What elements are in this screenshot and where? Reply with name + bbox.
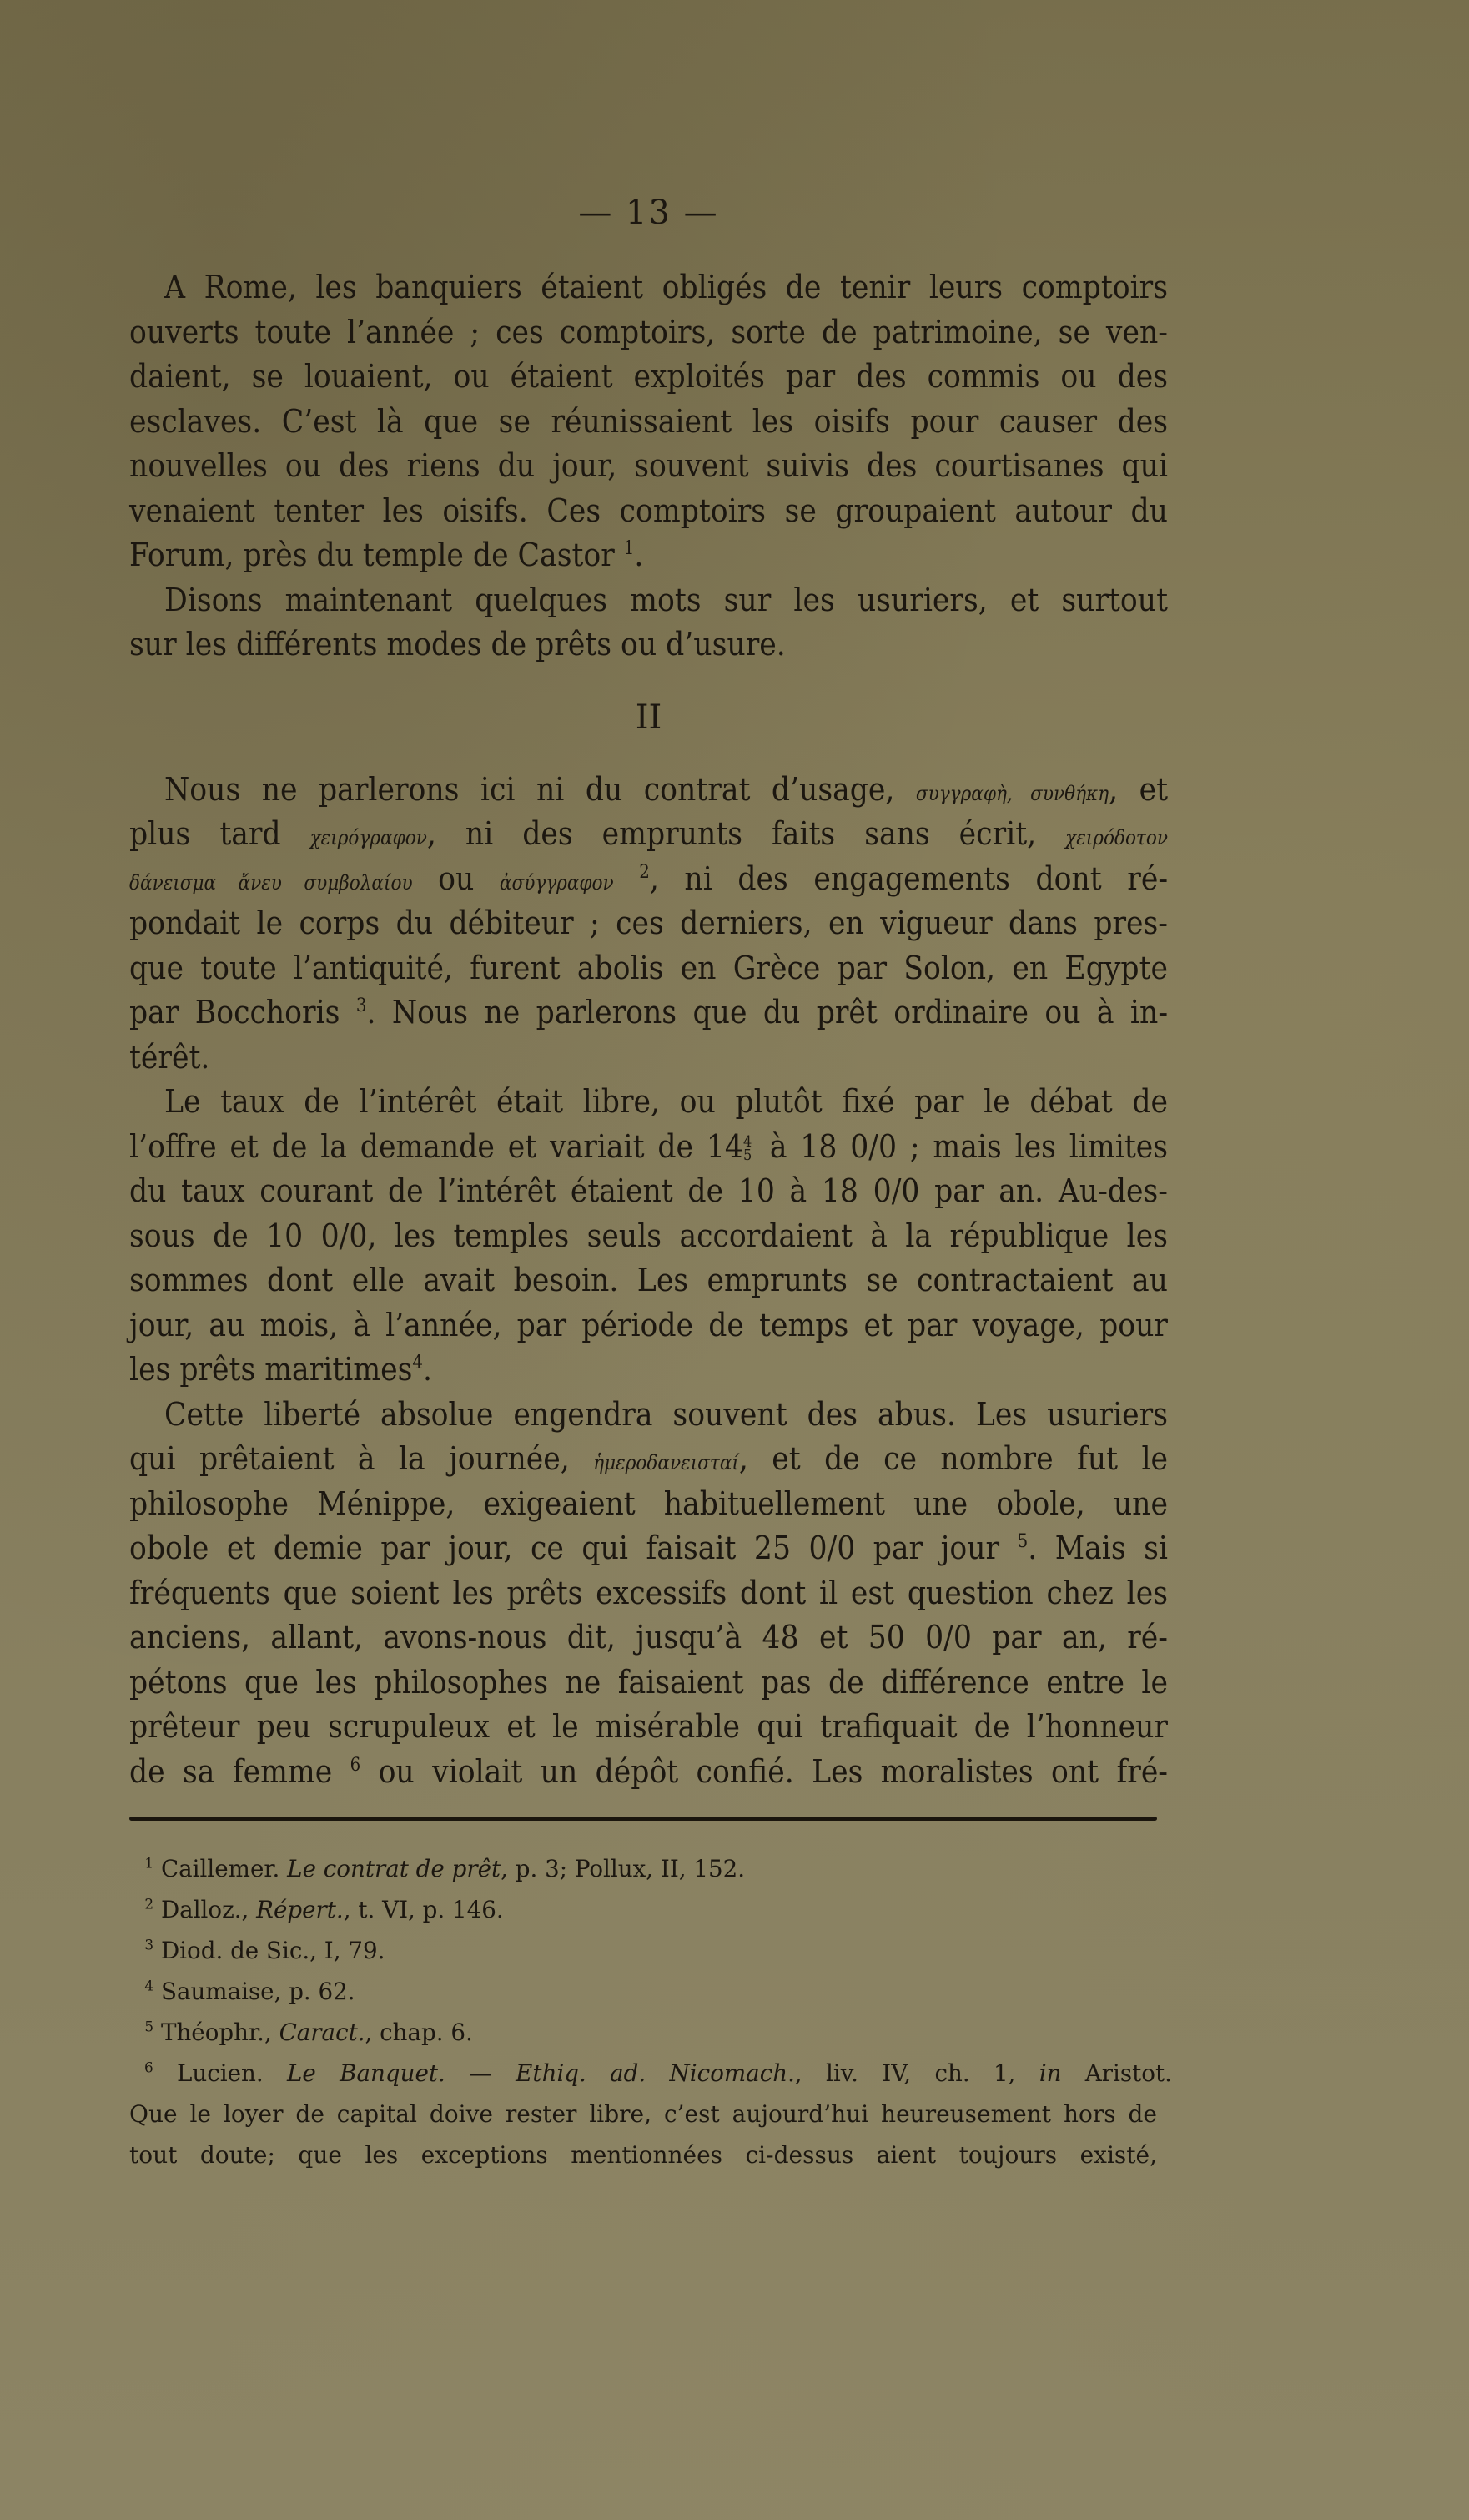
- cited-title: Caract.: [279, 2019, 365, 2046]
- text-line: [129, 1526, 1168, 1571]
- greek-term: δάνεισμα ἄνευ συμβολαίου: [129, 870, 413, 895]
- text-line: A Rome, les banquiers étaient obligés de tenir leurs comptoirs: [164, 269, 1168, 306]
- text-line: daient, se louaient, ou étaient exploités par des commis ou des: [129, 358, 1168, 396]
- text-run: les prêts maritimes: [129, 1351, 413, 1389]
- text-line: pétons que les philosophes ne faisaient pas de différence entre le: [129, 1663, 1168, 1701]
- footnote-2: [135, 1889, 1173, 1930]
- text-run: Saumaise, p. 62.: [160, 1978, 355, 2005]
- text-line: Cette liberté absolue engendra souvent des abus. Les usuriers: [164, 1395, 1168, 1434]
- text-line: du taux courant de l’intérêt étaient de 10 à 18 0/0 par an. Au-des-: [129, 1172, 1168, 1210]
- footnote-4: [135, 1971, 1173, 2012]
- text-run: Forum, près du temple de Castor: [129, 537, 615, 574]
- text-line: que toute l’antiquité, furent abolis en Grèce par Solon, en Egypte: [129, 949, 1168, 987]
- paragraph-contrat-usage: [129, 768, 1168, 1081]
- cited-title: Le contrat de prêt: [287, 1855, 501, 1882]
- footnote-ref-3[interactable]: 3: [355, 995, 367, 1017]
- text-run: Nous ne parlerons ici ni du contrat d’usage,: [164, 770, 895, 809]
- footnote-number: 6: [143, 2059, 153, 2077]
- paragraph-disons: [129, 578, 1168, 668]
- text-run: de sa femme: [129, 1752, 333, 1791]
- text-run: in: [1039, 2059, 1062, 2087]
- text-line: Le taux de l’intérêt était libre, ou plutôt fixé par le débat de: [164, 1083, 1168, 1121]
- footnote-3: [135, 1930, 1173, 1971]
- text-line: térêt.: [129, 1038, 210, 1076]
- cited-title: Répert.: [256, 1896, 344, 1923]
- text-line: jour, au mois, à l’année, par période de temps et par voyage, pour: [129, 1306, 1168, 1344]
- text-run: , chap. 6.: [365, 2019, 473, 2046]
- text-run: ou violait un dépôt confié. Les moralistes ont fré-: [378, 1752, 1169, 1791]
- text-run: —: [445, 2059, 516, 2087]
- text-run: plus tard: [129, 815, 281, 853]
- paragraph-liberte-abus: [129, 1393, 1168, 1795]
- text-line: sur les différents modes de prêts ou d’usure.: [129, 626, 786, 663]
- text-run: . Nous ne parlerons que du prêt ordinaire ou à in-: [366, 994, 1169, 1031]
- footnotes: [129, 1848, 1172, 2175]
- greek-term: χειρόγραφον: [309, 826, 427, 849]
- footnote-ref-2[interactable]: 2: [639, 861, 650, 883]
- footnote-ref-6[interactable]: 6: [350, 1754, 361, 1776]
- text-line: nouvelles ou des riens du jour, souvent suivis des courtisanes qui: [129, 447, 1168, 485]
- footnote-number: 2: [144, 1896, 154, 1913]
- text-line: sommes dont elle avait besoin. Les emprunts se contractaient au: [129, 1262, 1168, 1299]
- text-line: [129, 1125, 1168, 1170]
- text-line: anciens, allant, avons-nous dit, jusqu’à 48 et 50 0/0 par an, ré-: [129, 1619, 1168, 1656]
- footnote-6-continuation: Que le loyer de capital doive rester libre, c’est aujourd’hui heureusement hors de: [129, 2100, 1157, 2128]
- text-line: pondait le corps du débiteur ; ces derniers, en vigueur dans pres-: [129, 905, 1168, 942]
- text-run: , t. VI, p. 146.: [343, 1896, 504, 1923]
- cited-title: Le Banquet.: [287, 2059, 445, 2087]
- text-run: à 18 0/0 ; mais les limites: [769, 1127, 1168, 1166]
- fraction: [742, 1132, 757, 1164]
- text-run: obole et demie par jour, ce qui faisait 25 0/0 par jour: [129, 1530, 1000, 1567]
- page-number: — 13 —: [578, 194, 719, 232]
- text-run: Lucien.: [176, 2059, 264, 2087]
- text-run: , ni des engagements dont ré-: [649, 859, 1169, 898]
- text-line: [129, 990, 1168, 1036]
- text-run: , et de ce nombre fut le: [738, 1440, 1169, 1478]
- text-run: Diod. de Sic., I, 79.: [160, 1937, 385, 1964]
- text-line: philosophe Ménippe, exigeaient habituellement une obole, une: [129, 1484, 1168, 1523]
- text-run: ou: [438, 859, 475, 898]
- text-run: , p. 3; Pollux, II, 152.: [501, 1855, 746, 1882]
- paragraph-taux-interet: [129, 1080, 1168, 1393]
- footnote-ref-4[interactable]: 4: [412, 1353, 424, 1374]
- text-line: Disons maintenant quelques mots sur les usuriers, et surtout: [164, 581, 1168, 619]
- footnote-number: 5: [144, 2019, 154, 2036]
- text-line: [129, 812, 1168, 857]
- text-line: [129, 1348, 1168, 1393]
- footnote-number: 1: [144, 1855, 154, 1872]
- text-run: Dalloz.,: [160, 1896, 249, 1923]
- text-line: esclaves. C’est là que se réunissaient les oisifs pour causer des: [129, 402, 1168, 441]
- footnote-5: [135, 2012, 1173, 2053]
- greek-term: συγγραφὴ, συνθήκη: [915, 781, 1109, 805]
- footnote-divider: [129, 1817, 1157, 1821]
- text-run: Théophr.,: [160, 2019, 272, 2046]
- cited-title: Ethiq. ad. Nicomach.: [516, 2059, 795, 2087]
- fraction-numerator: 4: [742, 1132, 752, 1151]
- text-line: [129, 533, 1168, 578]
- text-line: [129, 1437, 1168, 1482]
- footnote-number: 3: [144, 1937, 154, 1954]
- text-line: fréquents que soient les prêts excessifs dont il est question chez les: [129, 1574, 1168, 1612]
- text-line: [129, 1750, 1168, 1795]
- section-heading: II: [635, 698, 662, 737]
- footnote-ref-1[interactable]: 1: [623, 538, 635, 560]
- greek-term: χειρόδοτον: [1065, 826, 1168, 849]
- text-run: qui prêtaient à la journée,: [129, 1440, 570, 1478]
- fraction-denominator: 5: [742, 1146, 752, 1164]
- greek-term: ἀσύγγραφον: [499, 870, 614, 895]
- footnote-6-continuation: tout doute; que les exceptions mentionnées ci-dessus aient toujours existé,: [129, 2141, 1157, 2169]
- text-run: . Mais si: [1028, 1530, 1168, 1567]
- text-run: .: [423, 1351, 433, 1389]
- text-line: venaient tenter les oisifs. Ces comptoirs se groupaient autour du: [129, 491, 1168, 530]
- text-run: , ni des emprunts faits sans écrit,: [426, 815, 1037, 853]
- text-line: [129, 768, 1168, 813]
- text-line: prêteur peu scrupuleux et le misérable qui trafiquait de l’honneur: [129, 1708, 1168, 1746]
- text-run: par Bocchoris: [129, 994, 340, 1031]
- main-text: [129, 265, 1168, 1794]
- text-line: ouverts toute l’année ; ces comptoirs, sorte de patrimoine, se ven-: [129, 313, 1168, 351]
- greek-term: ἡμεροδανεισταί: [593, 1451, 739, 1474]
- text-run: , et: [1109, 770, 1168, 809]
- text-run: Caillemer.: [160, 1855, 280, 1882]
- footnote-ref-5[interactable]: 5: [1017, 1531, 1029, 1553]
- footnote-1: [135, 1848, 1173, 1889]
- text-run: .: [634, 537, 644, 574]
- footnote-6: [134, 2053, 1172, 2094]
- text-run: Aristot.: [1084, 2059, 1172, 2087]
- text-run: , liv. IV, ch. 1,: [794, 2059, 1016, 2087]
- text-line: sous de 10 0/0, les temples seuls accordaient à la république les: [129, 1217, 1168, 1255]
- text-line: [129, 857, 1168, 902]
- footnote-number: 4: [144, 1978, 154, 1995]
- paragraph-rome-banquiers: [129, 265, 1168, 578]
- text-run: l’offre et de la demande et variait de 14: [129, 1127, 743, 1166]
